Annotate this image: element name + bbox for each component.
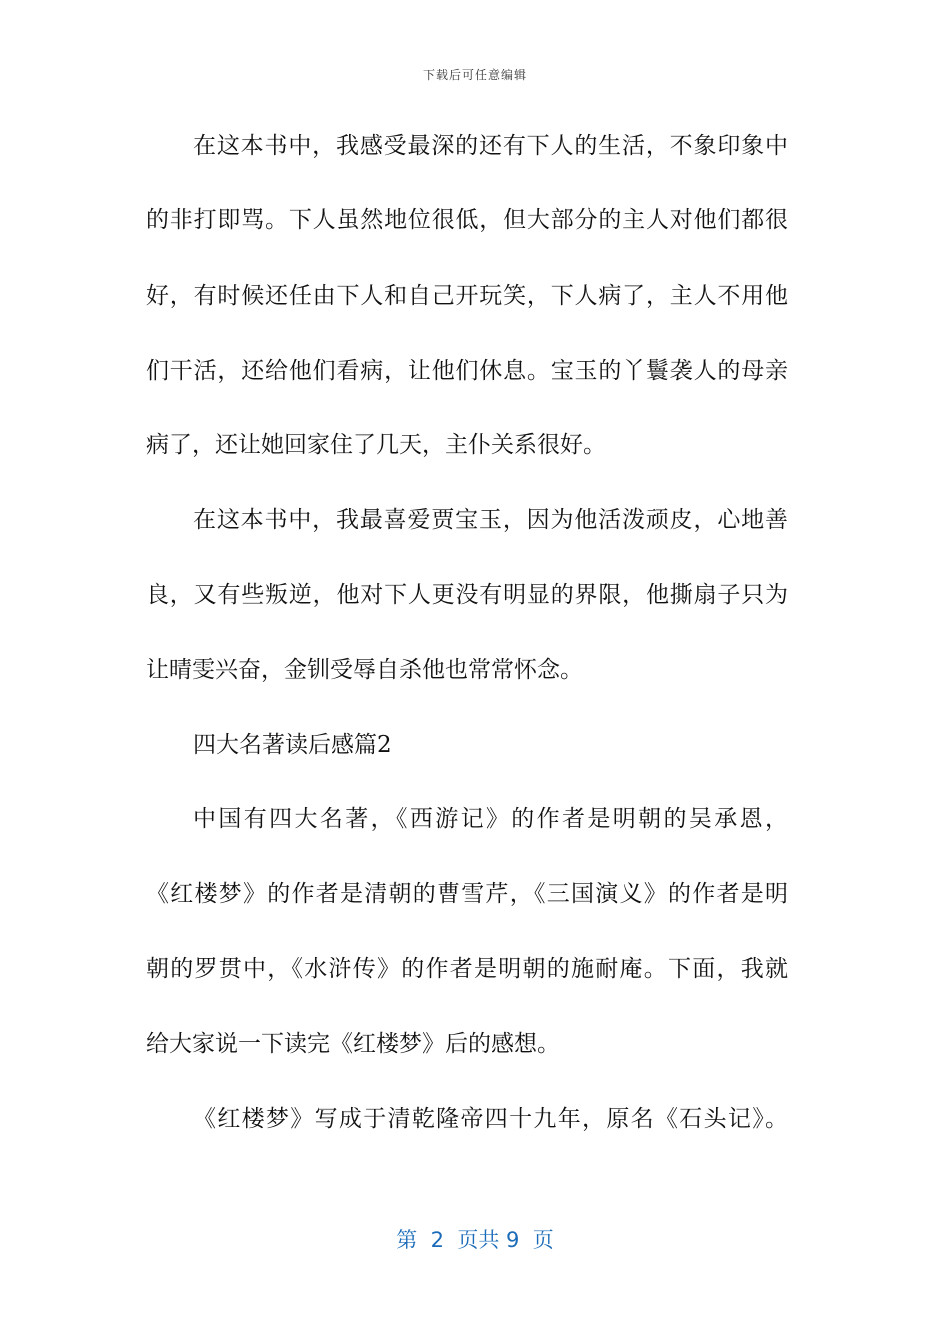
page-header: 下载后可任意编辑 [422,68,527,82]
page-number-footer: 第 2 页共 9 页 [396,1228,554,1252]
